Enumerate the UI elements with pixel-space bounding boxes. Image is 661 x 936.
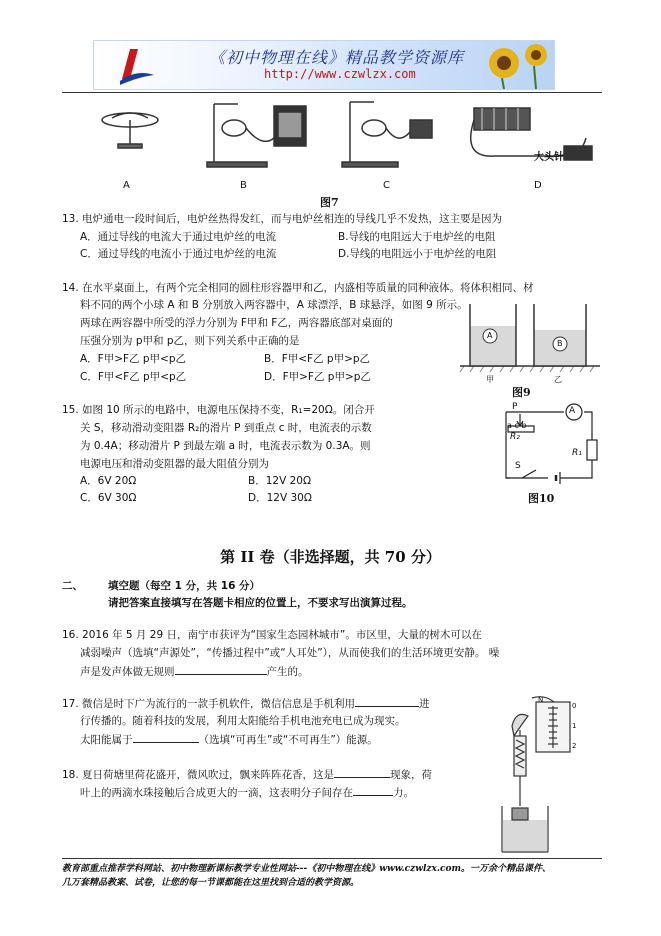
- q18-line2-start: 叶上的两滴水珠接触后合成更大的一滴，这表明分子间存在: [80, 787, 353, 799]
- scale-tick-2: 2: [572, 742, 577, 750]
- q13-option-a: A．通过导线的电流大于通过电炉丝的电流: [80, 231, 277, 243]
- q15-option-b: B．12V 20Ω: [248, 475, 311, 487]
- q17-line3-end: （选填“可再生”或“不可再生”）能源。: [198, 734, 378, 746]
- scale-tick-0: 0: [572, 702, 577, 710]
- figure7-pin-label: 大头针: [534, 152, 564, 163]
- scale-tick-1: 1: [572, 722, 577, 730]
- r2-label: R₂: [510, 432, 520, 442]
- ball-b-label: B: [557, 339, 563, 348]
- q15-line2: 关 S，移动滑动变阻器 R₂的滑片 P 到重点 c 时，电流表的示数: [80, 422, 372, 434]
- q16-line3-start: 声是发声体做无规则: [80, 666, 175, 678]
- part-instruction: 请把答案直接填写在答题卡相应的位置上，不要求写出演算过程。: [108, 597, 413, 609]
- q16-answer-blank[interactable]: [175, 663, 267, 675]
- figure9-containers: [460, 302, 600, 372]
- apparatus-d: [471, 108, 592, 160]
- apparatus-a: [102, 113, 158, 148]
- figure9-caption: 图9: [512, 386, 531, 399]
- q15-line4: 电源电压和滑动变阻器的最大阻值分别为: [80, 458, 269, 470]
- q14-line3: 两球在两容器中所受的浮力分别为 F甲和 F乙，两容器底部对桌面的: [80, 317, 393, 329]
- q13-option-c: C．通过导线的电流小于通过电炉丝的电流: [80, 248, 277, 260]
- sunflower-icon: [474, 41, 554, 89]
- figure10-caption: 图10: [528, 492, 555, 505]
- q17-line3-start: 太阳能属于: [80, 734, 133, 746]
- slider-abc-label: a c b: [507, 421, 527, 430]
- q16-line3: [80, 663, 309, 680]
- logo-icon: [116, 45, 156, 85]
- header-rule: [62, 92, 602, 93]
- q16-line3-end: 产生的。: [266, 666, 309, 678]
- figure7-label-b: B: [240, 180, 247, 191]
- q15-option-c: C．6V 30Ω: [80, 492, 137, 504]
- q18-line2-end: 力。: [393, 787, 414, 799]
- q14-option-c: C．F甲<F乙 p甲<p乙: [80, 371, 187, 383]
- q17-answer-blank-2[interactable]: [133, 731, 199, 743]
- q18-line1: [62, 766, 432, 783]
- r1-label: R₁: [572, 448, 582, 458]
- figure7-apparatus: [62, 98, 602, 178]
- q18-line1-start: 18. 夏日荷塘里荷花盛开，微风吹过，飘来阵阵花香，这是: [62, 769, 335, 781]
- figure10-circuit: [500, 404, 600, 486]
- part-number: 二、: [62, 580, 83, 592]
- q17-line3: [80, 731, 378, 748]
- q18-answer-blank-1[interactable]: [334, 766, 390, 778]
- footer-line2: 几万套精品教案、试卷，让您的每一节课都能在这里找到合适的教学资源。: [62, 878, 360, 888]
- q15-option-d: D．12V 30Ω: [248, 492, 312, 504]
- q13-stem: 13. 电炉通电一段时间后，电炉丝热得发红，而与电炉丝相连的导线几乎不发热，这主要是因为: [62, 213, 503, 225]
- figure7-label-c: C: [383, 180, 390, 191]
- apparatus-c: [342, 102, 432, 167]
- q16-line1: 16. 2016 年 5 月 29 日，南宁市获评为“国家生态园林城市”。市区里，大量的树木可以在: [62, 629, 482, 641]
- ammeter-label: A: [569, 406, 576, 416]
- q14-line2: 料不同的两个小球 A 和 B 分别放入两容器中，A 球漂浮，B 球悬浮，如图 9 所示。: [80, 299, 468, 311]
- part-title: 填空题（每空 1 分，共 16 分）: [108, 580, 261, 592]
- q14-line4: 压强分别为 p甲和 p乙，则下列关系中正确的是: [80, 335, 300, 347]
- scale-unit-label: N: [538, 696, 544, 704]
- q15-line1: 15. 如图 10 所示的电路中，电源电压保持不变，R₁=20Ω。闭合开: [62, 404, 375, 416]
- slider-p-label: P: [512, 402, 518, 412]
- q14-line1: 14. 在水平桌面上，有两个完全相同的圆柱形容器甲和乙，内盛相等质量的同种液体。将体积相同、材: [62, 282, 534, 294]
- figure7-label-a: A: [123, 180, 130, 191]
- figure7-label-d: D: [534, 180, 542, 191]
- apparatus-b: [207, 104, 306, 167]
- ball-a-label: A: [487, 331, 493, 340]
- q15-option-a: A．6V 20Ω: [80, 475, 137, 487]
- header-url: http://www.czwlzx.com: [264, 67, 416, 81]
- q13-option-d: D.导线的电阻远小于电炉丝的电阻: [338, 248, 497, 260]
- footer-line1: 教育部重点推荐学科网站、初中物理新课标教学专业性网站---《初中物理在线》www.czwlzx.com。一万余个精品课件、: [62, 864, 552, 874]
- q18-answer-blank-2[interactable]: [353, 784, 393, 796]
- q13-option-b: B.导线的电阻远大于电炉丝的电阻: [338, 231, 496, 243]
- q14-option-d: D．F甲>F乙 p甲>p乙: [264, 371, 371, 383]
- section2-title: 第 II 卷（非选择题，共 70 分）: [220, 548, 441, 566]
- figure7-caption: 图7: [320, 196, 339, 209]
- q14-option-a: A．F甲>F乙 p甲<p乙: [80, 353, 187, 365]
- q17-line1-start: 17. 微信是时下广为流行的一款手机软件，微信信息是手机利用: [62, 698, 356, 710]
- q17-line1: [62, 695, 430, 712]
- q17-line2: 行传播的。随着科技的发展，利用太阳能给手机电池充电已成为现实。: [80, 715, 406, 727]
- q18-line1-end: 现象，荷: [390, 769, 433, 781]
- q16-line2: 减弱噪声（选填“声源处”，“传播过程中”或“人耳处”），从而使我们的生活环境更安静。 噪: [80, 647, 500, 659]
- q15-line3: 为 0.4A；移动滑片 P 到最左端 a 时，电流表示数为 0.3A。则: [80, 440, 371, 452]
- q14-option-b: B．F甲<F乙 p甲>p乙: [264, 353, 371, 365]
- header-title: 《初中物理在线》精品教学资源库: [209, 48, 465, 67]
- switch-label: S: [515, 461, 521, 471]
- spring-scale-figure: [492, 696, 592, 856]
- q17-answer-blank-1[interactable]: [355, 695, 419, 707]
- q18-line2: [80, 784, 414, 801]
- footer-rule: [62, 858, 602, 859]
- q17-line1-end: 进: [419, 698, 430, 710]
- header-banner: [93, 40, 555, 90]
- container-left-label: 甲: [486, 375, 494, 384]
- container-right-label: 乙: [554, 375, 562, 384]
